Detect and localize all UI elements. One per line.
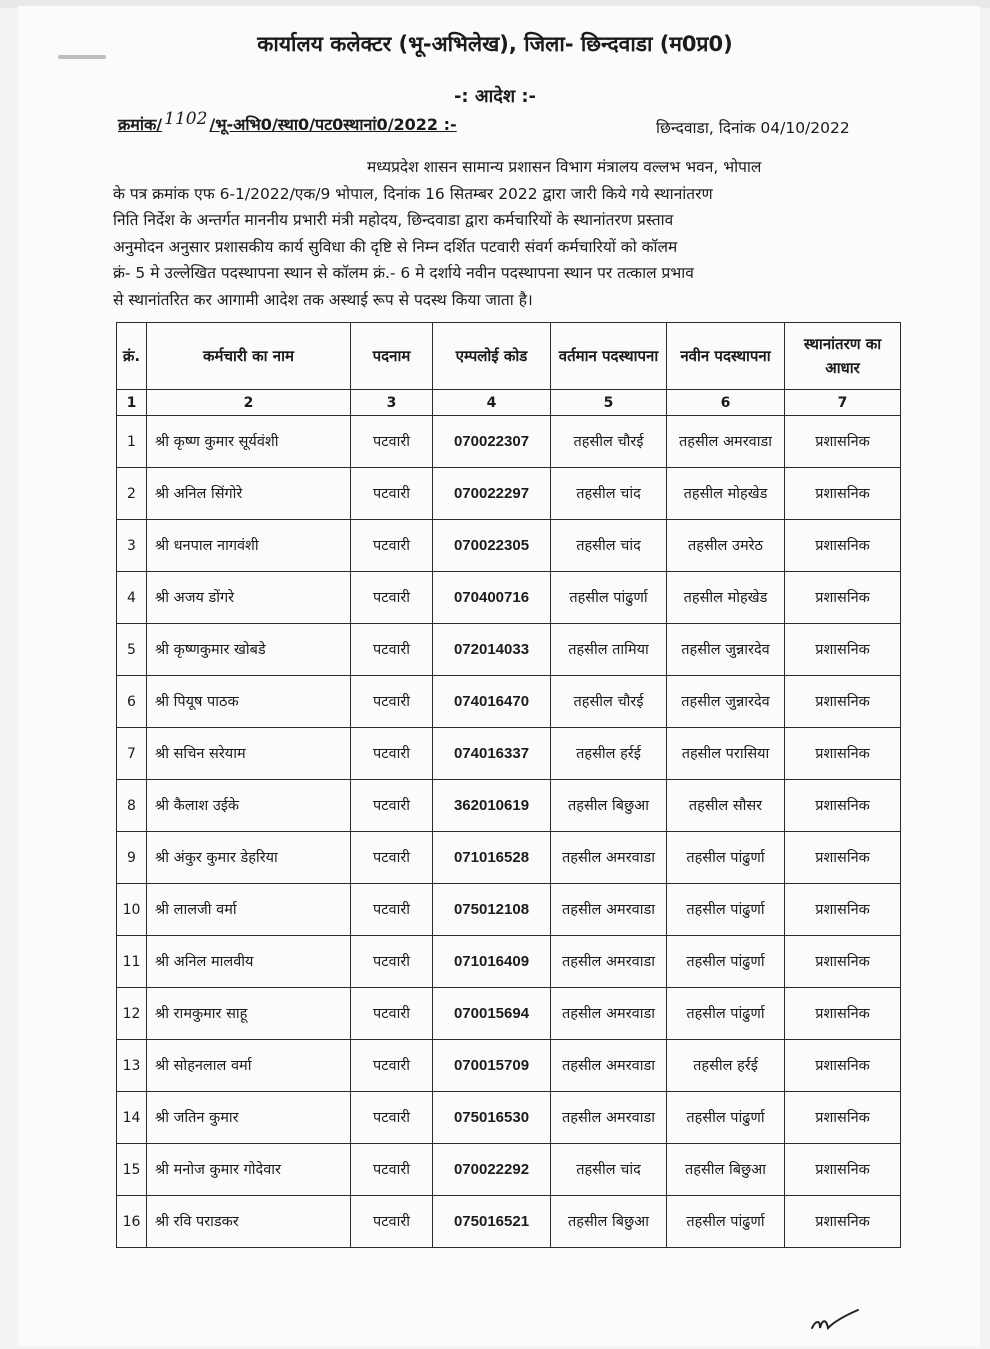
- serial-number: 14: [117, 1092, 147, 1144]
- employee-code: 074016470: [433, 676, 551, 728]
- employee-name: श्री मनोज कुमार गोदेवार: [147, 1144, 351, 1196]
- transfer-basis: प्रशासनिक: [785, 1144, 901, 1196]
- employee-code: 075012108: [433, 884, 551, 936]
- designation: पटवारी: [351, 884, 433, 936]
- serial-number: 2: [117, 468, 147, 520]
- employee-code: 070015709: [433, 1040, 551, 1092]
- employee-code: 070015694: [433, 988, 551, 1040]
- employee-name: श्री अंकुर कुमार डेहरिया: [147, 832, 351, 884]
- transfer-basis: प्रशासनिक: [785, 1092, 901, 1144]
- employee-code: 070022307: [433, 416, 551, 468]
- table-row: [117, 1092, 901, 1144]
- transfer-basis: प्रशासनिक: [785, 780, 901, 832]
- transfer-basis: प्रशासनिक: [785, 520, 901, 572]
- employee-name: श्री जतिन कुमार: [147, 1092, 351, 1144]
- serial-number: 15: [117, 1144, 147, 1196]
- employee-code: 070400716: [433, 572, 551, 624]
- new-posting: तहसील जुन्नारदेव: [667, 676, 785, 728]
- new-posting: तहसील अमरवाडा: [667, 416, 785, 468]
- current-posting: तहसील हर्रई: [551, 728, 667, 780]
- employee-name: श्री सोहनलाल वर्मा: [147, 1040, 351, 1092]
- body-line: से स्थानांतरित कर आगामी आदेश तक अस्थाई रूप से पदस्थ किया जाता है।: [113, 290, 533, 309]
- employee-code: 070022292: [433, 1144, 551, 1196]
- designation: पटवारी: [351, 936, 433, 988]
- new-posting: तहसील उमरेठ: [667, 520, 785, 572]
- employee-code: 075016530: [433, 1092, 551, 1144]
- new-posting: तहसील मोहखेड: [667, 572, 785, 624]
- designation: पटवारी: [351, 1196, 433, 1248]
- transfer-basis: प्रशासनिक: [785, 936, 901, 988]
- employee-code: 075016521: [433, 1196, 551, 1248]
- transfer-basis: प्रशासनिक: [785, 988, 901, 1040]
- column-number: 4: [433, 390, 551, 416]
- column-header: एम्पलोई कोड: [433, 323, 551, 390]
- current-posting: तहसील अमरवाडा: [551, 988, 667, 1040]
- employee-code: 071016528: [433, 832, 551, 884]
- new-posting: तहसील सौसर: [667, 780, 785, 832]
- serial-number: 7: [117, 728, 147, 780]
- employee-name: श्री अजय डोंगरे: [147, 572, 351, 624]
- new-posting: तहसील पांढुर्णा: [667, 832, 785, 884]
- new-posting: तहसील हर्रई: [667, 1040, 785, 1092]
- employee-name: श्री अनिल सिंगोरे: [147, 468, 351, 520]
- table-row: [117, 1196, 901, 1248]
- column-number: 5: [551, 390, 667, 416]
- transfer-basis: प्रशासनिक: [785, 1196, 901, 1248]
- current-posting: तहसील पांढुर्णा: [551, 572, 667, 624]
- serial-number: 1: [117, 416, 147, 468]
- ref-label: क्रमांक/: [118, 115, 163, 134]
- column-number: 7: [785, 390, 901, 416]
- body-line: मध्यप्रदेश शासन सामान्य प्रशासन विभाग मंत्रालय वल्लभ भवन, भोपाल: [367, 158, 762, 176]
- column-header: कर्मचारी का नाम: [147, 323, 351, 390]
- serial-number: 16: [117, 1196, 147, 1248]
- transfer-basis: प्रशासनिक: [785, 416, 901, 468]
- designation: पटवारी: [351, 676, 433, 728]
- current-posting: तहसील चांद: [551, 1144, 667, 1196]
- transfer-basis: प्रशासनिक: [785, 676, 901, 728]
- current-posting: तहसील तामिया: [551, 624, 667, 676]
- employee-name: श्री सचिन सरेयाम: [147, 728, 351, 780]
- serial-number: 13: [117, 1040, 147, 1092]
- table-row: [117, 988, 901, 1040]
- employee-name: श्री रामकुमार साहू: [147, 988, 351, 1040]
- transfer-basis: प्रशासनिक: [785, 1040, 901, 1092]
- current-posting: तहसील चांद: [551, 468, 667, 520]
- employee-code: 070022297: [433, 468, 551, 520]
- employee-name: श्री लालजी वर्मा: [147, 884, 351, 936]
- serial-number: 10: [117, 884, 147, 936]
- column-number: 2: [147, 390, 351, 416]
- current-posting: तहसील बिछुआ: [551, 1196, 667, 1248]
- transfer-basis: प्रशासनिक: [785, 884, 901, 936]
- serial-number: 3: [117, 520, 147, 572]
- table-row: [117, 780, 901, 832]
- table-body: [117, 416, 901, 1248]
- current-posting: तहसील अमरवाडा: [551, 936, 667, 988]
- new-posting: तहसील पांढुर्णा: [667, 1196, 785, 1248]
- current-posting: तहसील अमरवाडा: [551, 884, 667, 936]
- new-posting: तहसील मोहखेड: [667, 468, 785, 520]
- transfer-basis: प्रशासनिक: [785, 832, 901, 884]
- designation: पटवारी: [351, 624, 433, 676]
- table-row: [117, 520, 901, 572]
- employee-name: श्री रवि पराडकर: [147, 1196, 351, 1248]
- new-posting: तहसील पांढुर्णा: [667, 884, 785, 936]
- body-line: अनुमोदन अनुसार प्रशासकीय कार्य सुविधा की दृष्टि से निम्न दर्शित पटवारी संवर्ग कर्मचारियों को कॉलम: [113, 237, 678, 256]
- current-posting: तहसील अमरवाडा: [551, 832, 667, 884]
- designation: पटवारी: [351, 1092, 433, 1144]
- transfer-basis: प्रशासनिक: [785, 468, 901, 520]
- table-row: [117, 1040, 901, 1092]
- new-posting: तहसील पांढुर्णा: [667, 936, 785, 988]
- table-row: [117, 884, 901, 936]
- current-posting: तहसील अमरवाडा: [551, 1092, 667, 1144]
- table-row: [117, 936, 901, 988]
- serial-number: 12: [117, 988, 147, 1040]
- designation: पटवारी: [351, 520, 433, 572]
- employee-name: श्री कैलाश उईके: [147, 780, 351, 832]
- current-posting: तहसील चांद: [551, 520, 667, 572]
- employee-code: 072014033: [433, 624, 551, 676]
- designation: पटवारी: [351, 1040, 433, 1092]
- office-heading: कार्यालय कलेक्टर (भू-अभिलेख), जिला- छिन्दवाडा (म0प्र0): [257, 32, 733, 56]
- employee-code: 362010619: [433, 780, 551, 832]
- employee-name: श्री पियूष पाठक: [147, 676, 351, 728]
- body-line: निति निर्देश के अन्तर्गत माननीय प्रभारी मंत्री महोदय, छिन्दवाडा द्वारा कर्मचारियों के स्थानांतरण प्रस्ताव: [113, 211, 674, 230]
- table-row: [117, 1144, 901, 1196]
- current-posting: तहसील चौरई: [551, 676, 667, 728]
- order-title: -: आदेश :-: [453, 86, 537, 107]
- transfer-basis: प्रशासनिक: [785, 728, 901, 780]
- new-posting: तहसील जुन्नारदेव: [667, 624, 785, 676]
- table-header-row: [117, 323, 901, 390]
- column-header: नवीन पदस्थापना: [667, 323, 785, 390]
- column-header: क्रं.: [117, 323, 147, 390]
- ref-suffix: /भू-अभि0/स्था0/पट0स्थानां0/2022 :-: [209, 115, 457, 134]
- transfer-basis: प्रशासनिक: [785, 624, 901, 676]
- transfer-table: [116, 322, 901, 1248]
- place-date: छिन्दवाडा, दिनांक 04/10/2022: [656, 119, 850, 137]
- serial-number: 8: [117, 780, 147, 832]
- designation: पटवारी: [351, 1144, 433, 1196]
- designation: पटवारी: [351, 988, 433, 1040]
- new-posting: तहसील परासिया: [667, 728, 785, 780]
- employee-name: श्री अनिल मालवीय: [147, 936, 351, 988]
- table-row: [117, 468, 901, 520]
- employee-code: 071016409: [433, 936, 551, 988]
- serial-number: 5: [117, 624, 147, 676]
- employee-name: श्री कृष्णकुमार खोबडे: [147, 624, 351, 676]
- serial-number: 11: [117, 936, 147, 988]
- designation: पटवारी: [351, 780, 433, 832]
- column-header: वर्तमान पदस्थापना: [551, 323, 667, 390]
- designation: पटवारी: [351, 832, 433, 884]
- column-header: स्थानांतरण का आधार: [785, 323, 901, 390]
- employee-code: 074016337: [433, 728, 551, 780]
- new-posting: तहसील पांढुर्णा: [667, 988, 785, 1040]
- signature-mark: [808, 1306, 862, 1334]
- employee-code: 070022305: [433, 520, 551, 572]
- table-row: [117, 728, 901, 780]
- table-row: [117, 624, 901, 676]
- column-number: 3: [351, 390, 433, 416]
- serial-number: 4: [117, 572, 147, 624]
- column-header: पदनाम: [351, 323, 433, 390]
- column-number: 1: [117, 390, 147, 416]
- transfer-basis: प्रशासनिक: [785, 572, 901, 624]
- new-posting: तहसील पांढुर्णा: [667, 1092, 785, 1144]
- current-posting: तहसील बिछुआ: [551, 780, 667, 832]
- current-posting: तहसील चौरई: [551, 416, 667, 468]
- body-line: के पत्र क्रमांक एफ 6-1/2022/एक/9 भोपाल, दिनांक 16 सितम्बर 2022 द्वारा जारी किये गये स्थानांतरण: [113, 184, 713, 203]
- serial-number: 9: [117, 832, 147, 884]
- table-row: [117, 572, 901, 624]
- body-line: क्रं- 5 मे उल्लेखित पदस्थापना स्थान से कॉलम क्रं.- 6 मे दर्शाये नवीन पदस्थापना स्थान पर तत्काल प्रभाव: [113, 264, 694, 283]
- designation: पटवारी: [351, 572, 433, 624]
- new-posting: तहसील बिछुआ: [667, 1144, 785, 1196]
- employee-name: श्री कृष्ण कुमार सूर्यवंशी: [147, 416, 351, 468]
- designation: पटवारी: [351, 416, 433, 468]
- table-row: [117, 832, 901, 884]
- designation: पटवारी: [351, 728, 433, 780]
- column-number: 6: [667, 390, 785, 416]
- column-number-row: [117, 390, 901, 416]
- order-body: [113, 154, 903, 314]
- current-posting: तहसील अमरवाडा: [551, 1040, 667, 1092]
- reference-number: [118, 109, 457, 135]
- employee-name: श्री धनपाल नागवंशी: [147, 520, 351, 572]
- serial-number: 6: [117, 676, 147, 728]
- table-row: [117, 676, 901, 728]
- designation: पटवारी: [351, 468, 433, 520]
- ref-handwritten-number: 1102: [164, 109, 208, 129]
- table-row: [117, 416, 901, 468]
